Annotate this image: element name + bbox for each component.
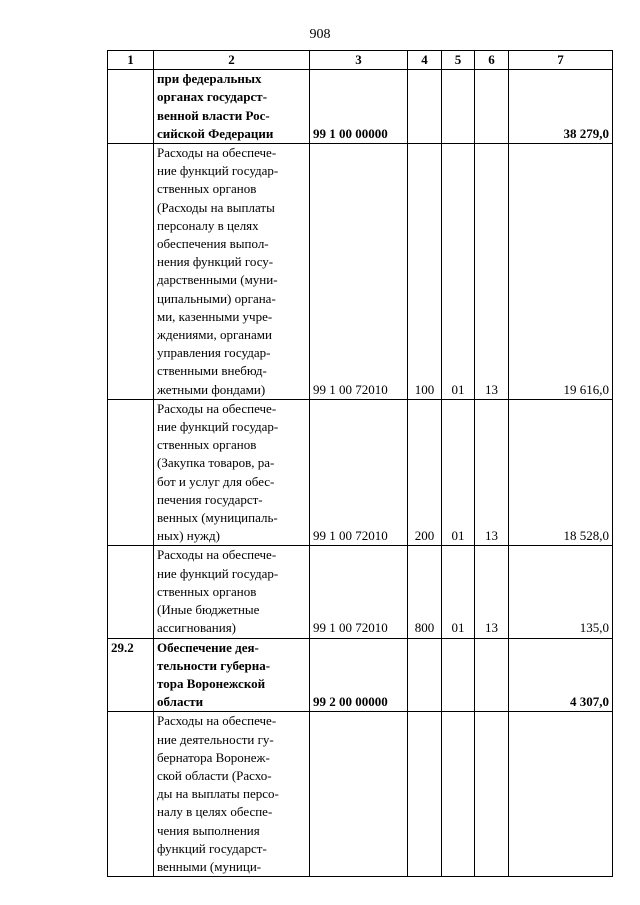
- column-header: 6: [475, 51, 509, 70]
- row-expense-type: [408, 712, 442, 877]
- row-amount: 38 279,0: [509, 70, 613, 144]
- row-expense-type: [408, 638, 442, 712]
- column-header: 4: [408, 51, 442, 70]
- row-description: Расходы на обеспече- ние деятельности гу- бернатора Воронеж- ской области (Расхо- ды на выплаты персо- налу в целях обеспе- чения выполнения функций государст- венными (муници-: [154, 712, 310, 877]
- row-target-code: 99 1 00 00000: [310, 70, 408, 144]
- table-row: [108, 546, 613, 638]
- table-row: [108, 399, 613, 546]
- row-description: Расходы на обеспече- ние функций государ- ственных органов (Закупка товаров, ра- бот и услуг для обес- печения государст- венных (муниципаль- ных) нужд): [154, 399, 310, 546]
- row-subsection: [475, 638, 509, 712]
- table-header-row: [108, 51, 613, 70]
- row-amount: [509, 712, 613, 877]
- row-section: [442, 638, 475, 712]
- row-target-code: 99 1 00 72010: [310, 546, 408, 638]
- row-section: 01: [442, 399, 475, 546]
- row-description: Расходы на обеспече- ние функций государ- ственных органов (Расходы на выплаты персоналу в целях обеспечения выпол- нения функций госу- дарственными (муни- ципальными) органа- ми, казенными учре- ждениями, органами управления государ- ственными внебюд- жетными фондами): [154, 144, 310, 400]
- row-target-code: [310, 712, 408, 877]
- row-amount: 18 528,0: [509, 399, 613, 546]
- row-number: [108, 399, 154, 546]
- row-target-code: 99 1 00 72010: [310, 144, 408, 400]
- budget-table: [107, 50, 613, 877]
- row-subsection: 13: [475, 546, 509, 638]
- row-subsection: 13: [475, 144, 509, 400]
- row-number: 29.2: [108, 638, 154, 712]
- row-target-code: 99 1 00 72010: [310, 399, 408, 546]
- row-section: 01: [442, 144, 475, 400]
- column-header: 2: [154, 51, 310, 70]
- column-header: 3: [310, 51, 408, 70]
- row-amount: 19 616,0: [509, 144, 613, 400]
- row-number: [108, 712, 154, 877]
- table-row: [108, 70, 613, 144]
- row-description: Расходы на обеспече- ние функций государ- ственных органов (Иные бюджетные ассигнования): [154, 546, 310, 638]
- row-number: [108, 144, 154, 400]
- table-row: [108, 712, 613, 877]
- column-header: 7: [509, 51, 613, 70]
- row-number: [108, 546, 154, 638]
- table-row: [108, 638, 613, 712]
- column-header: 1: [108, 51, 154, 70]
- row-target-code: 99 2 00 00000: [310, 638, 408, 712]
- page-number: 908: [309, 27, 331, 42]
- row-amount: 4 307,0: [509, 638, 613, 712]
- row-section: [442, 70, 475, 144]
- row-section: 01: [442, 546, 475, 638]
- row-subsection: [475, 712, 509, 877]
- table-row: [108, 144, 613, 400]
- row-expense-type: 800: [408, 546, 442, 638]
- row-subsection: 13: [475, 399, 509, 546]
- row-description: Обеспечение дея- тельности губерна- тора Воронежской области: [154, 638, 310, 712]
- row-section: [442, 712, 475, 877]
- row-expense-type: [408, 70, 442, 144]
- row-description: при федеральных органах государст- венной власти Рос- сийской Федерации: [154, 70, 310, 144]
- row-subsection: [475, 70, 509, 144]
- row-expense-type: 100: [408, 144, 442, 400]
- column-header: 5: [442, 51, 475, 70]
- row-expense-type: 200: [408, 399, 442, 546]
- row-amount: 135,0: [509, 546, 613, 638]
- row-number: [108, 70, 154, 144]
